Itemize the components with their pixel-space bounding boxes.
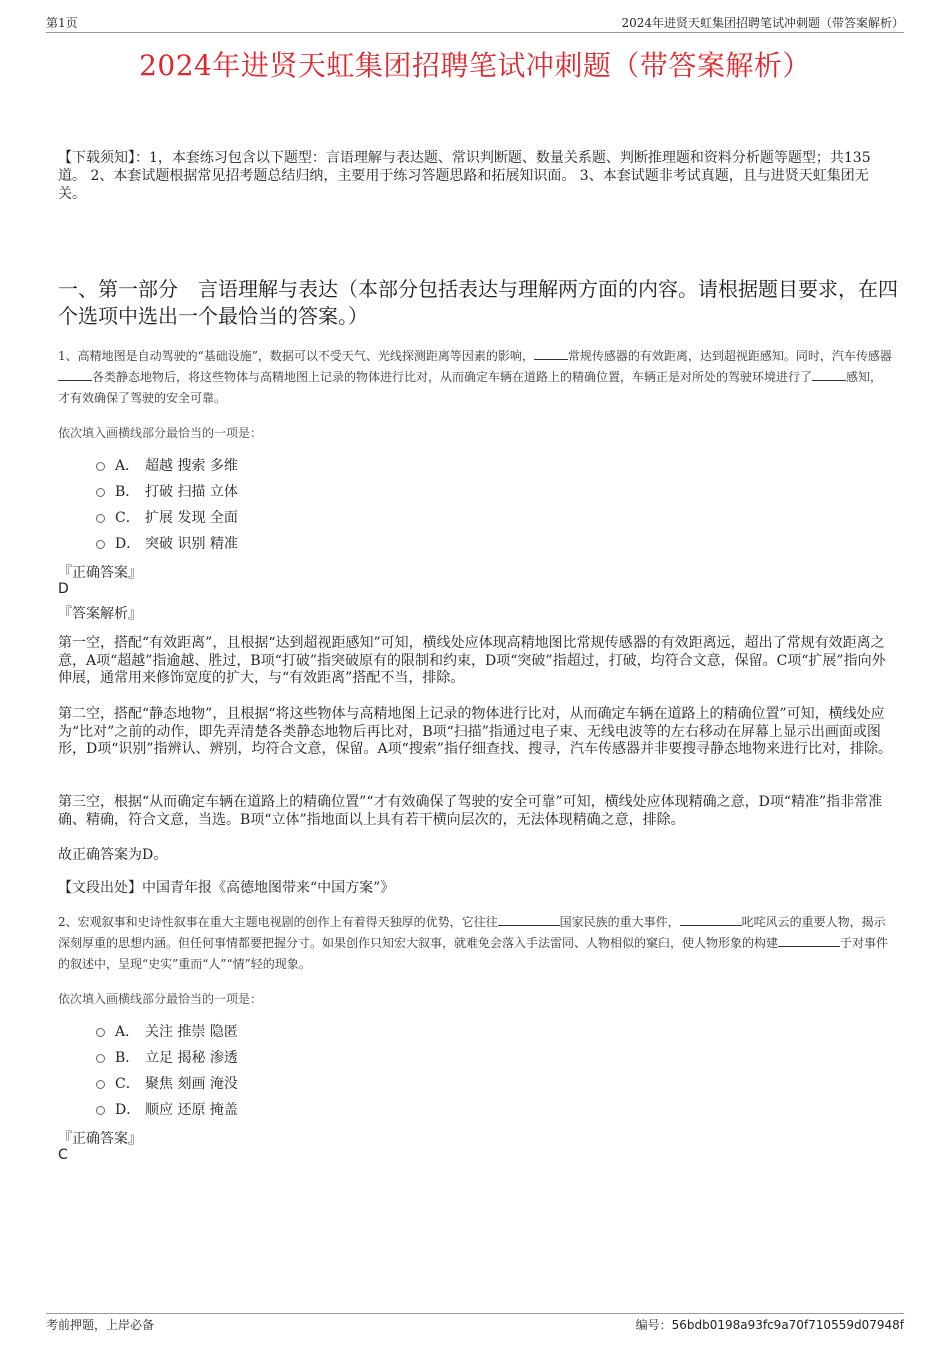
page-footer	[46, 1313, 904, 1332]
q2-option-b[interactable]: B． 立足 揭秘 渗透	[96, 1045, 238, 1071]
q2-blank-2	[680, 925, 742, 926]
q2-option-c[interactable]: C． 聚焦 刻画 淹没	[96, 1071, 238, 1097]
q1-answer-label: 『正确答案』	[58, 565, 142, 581]
q2-options	[96, 1019, 238, 1123]
q1-option-b[interactable]: B． 打破 扫描 立体	[96, 479, 238, 505]
question-2-stem	[58, 912, 894, 975]
q1-options	[96, 453, 238, 557]
section-heading: 一、第一部分 言语理解与表达（本部分包括表达与理解两方面的内容。请根据题目要求，在四个选项中选出一个最恰当的答案。）	[58, 277, 898, 328]
q2-blank-3	[778, 946, 840, 947]
q1-option-a[interactable]: A． 超越 搜索 多维	[96, 453, 238, 479]
q1-option-d[interactable]: D． 突破 识别 精准	[96, 531, 238, 557]
q2-option-a[interactable]: A． 关注 推崇 隐匿	[96, 1019, 238, 1045]
q2-answer: C	[58, 1147, 68, 1163]
q2-answer-label: 『正确答案』	[58, 1131, 142, 1147]
download-notice: 【下载须知】：1，本套练习包含以下题型：言语理解与表达题、常识判断题、数量关系题、判断推理题和资料分析题等题型；共135道。 2、本套试题根据常见招考题总结归纳，主要用于练习答题思路和拓展知识面。 3、本套试题非考试真题，且与进贤天虹集团无关。	[58, 150, 871, 202]
q1-instruction: 依次填入画横线部分最恰当的一项是：	[58, 426, 263, 440]
page-number: 第1页	[46, 16, 78, 30]
page-header	[46, 14, 904, 33]
header-doc-title: 2024年进贤天虹集团招聘笔试冲刺题（带答案解析）	[621, 16, 904, 30]
q1-conclusion: 故正确答案为D。	[58, 847, 168, 863]
q1-answer: D	[58, 581, 69, 597]
q1-analysis-1: 第一空，搭配“有效距离”，且根据“达到超视距感知”可知，横线处应体现高精地图比常规传感器的有效距离远，超出了常规有效距离之意，A项“超越”指逾越、胜过，B项“打破”指突破原有的限制和约束，D项“突破”指超过，打破，均符合文意，保留。C项“扩展”指向外伸展，通常用来修饰宽度的扩大，与“有效距离”搭配不当，排除。	[58, 635, 886, 686]
q1-analysis-2: 第二空，搭配“静态地物”，且根据“将这些物体与高精地图上记录的物体进行比对，从而确定车辆在道路上的精确位置”可知，横线处应为“比对”之前的动作，即先弄清楚各类静态地物后再比对，B项“扫描”指通过电子束、无线电波等的左右移动在屏幕上显示出画面或图形，D项“识别”指辨认、辨别，均符合文意，保留。A项“搜索”指仔细查找、搜寻，汽车传感器并非要搜寻静态地物来进行比对，排除。	[58, 706, 892, 757]
q1-analysis-label: 『答案解析』	[58, 606, 142, 622]
q1-text-4: 感知，才有效确保了驾驶的安全可靠。	[58, 370, 883, 405]
q2-text-4: 于对事件的叙述中，呈现“史实”重而“人”“情”轻的现象。	[58, 936, 889, 971]
q1-text-1: 1、高精地图是自动驾驶的“基础设施”，数据可以不受天气、光线探测距离等因素的影响，	[58, 349, 534, 363]
q1-option-c[interactable]: C． 扩展 发现 全面	[96, 505, 238, 531]
question-1-stem	[58, 346, 894, 409]
q1-text-3: 各类静态地物后，将这些物体与高精地图上记录的物体进行比对，从而确定车辆在道路上的精确位置，车辆正是对所处的驾驶环境进行了	[92, 370, 813, 384]
radio-icon[interactable]	[96, 1028, 105, 1037]
q1-source: 【文段出处】中国青年报《高德地图带来“中国方案”》	[58, 880, 395, 896]
footer-code: 编号：56bdb0198a93fc9a70f710559d07948f	[635, 1318, 904, 1332]
q1-text-2: 常规传感器的有效距离，达到超视距感知。同时，汽车传感器	[567, 349, 892, 363]
radio-icon[interactable]	[96, 1054, 105, 1063]
radio-icon[interactable]	[96, 462, 105, 471]
radio-icon[interactable]	[96, 1106, 105, 1115]
radio-icon[interactable]	[96, 514, 105, 523]
radio-icon[interactable]	[96, 1080, 105, 1089]
q2-text-2: 国家民族的重大事件，	[559, 915, 680, 929]
q2-text-3: 叱咤风云的重要人物，揭示深刻厚重的思想内涵。但任何事情都要把握分寸。如果创作只知宏大叙事，就难免会落入手法雷同、人物相似的窠臼，使人物形象的构建	[58, 915, 886, 950]
radio-icon[interactable]	[96, 540, 105, 549]
q1-blank-3	[812, 380, 846, 381]
q1-blank-1	[534, 359, 568, 360]
q2-text-1: 2、宏观叙事和史诗性叙事在重大主题电视剧的创作上有着得天独厚的优势，它往往	[58, 915, 498, 929]
radio-icon[interactable]	[96, 488, 105, 497]
footer-slogan: 考前押题，上岸必备	[46, 1318, 155, 1332]
q2-option-d[interactable]: D． 顺应 还原 掩盖	[96, 1097, 238, 1123]
q1-blank-2	[58, 380, 92, 381]
document-title: 2024年进贤天虹集团招聘笔试冲刺题（带答案解析）	[139, 49, 811, 82]
q2-blank-1	[498, 925, 560, 926]
q2-instruction: 依次填入画横线部分最恰当的一项是：	[58, 992, 263, 1006]
q1-analysis-3: 第三空，根据“从而确定车辆在道路上的精确位置”“才有效确保了驾驶的安全可靠”可知，横线处应体现精确之意，D项“精准”指非常准确、精确，符合文意，当选。B项“立体”指地面以上具有若干横向层次的，无法体现精确之意，排除。	[58, 794, 883, 828]
